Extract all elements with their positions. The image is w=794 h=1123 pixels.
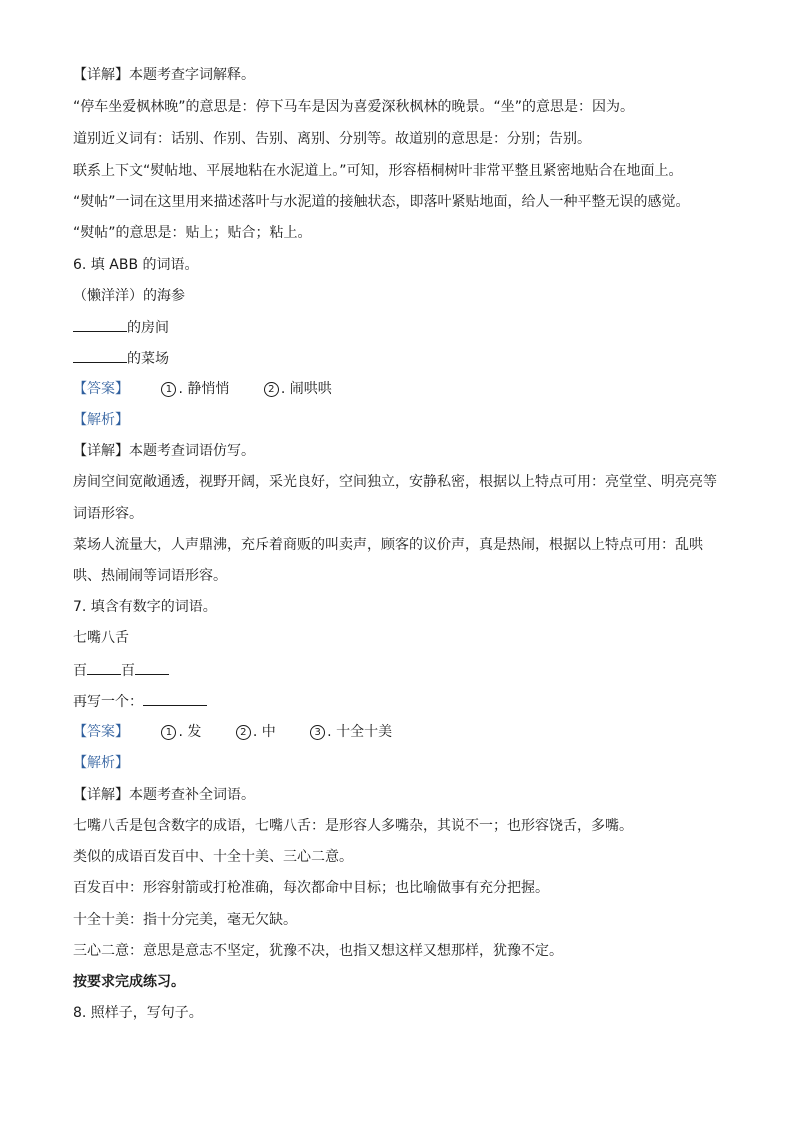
answer-option (161, 379, 229, 399)
q5-explain-line: 道别近义词有：话别、作别、告别、离别、分别等。故道别的意思是：分别；告别。 (73, 131, 591, 147)
q7-explain-line: 类似的成语百发百中、十全十美、三心二意。 (73, 849, 353, 865)
circled-number: 1 (161, 725, 176, 740)
q7-explain-line: 百发百中：形容射箭或打枪准确，每次都命中目标；也比喻做事有充分把握。 (73, 880, 549, 896)
circled-number: 1 (161, 382, 176, 397)
answer-blank[interactable] (73, 348, 127, 363)
q7-answer-line (73, 722, 392, 742)
q5-explain-line: “熨帖”的意思是：贴上；贴合；粘上。 (73, 225, 312, 241)
answer-option (161, 722, 201, 742)
detail-tag: 【详解】 (73, 67, 129, 83)
answer-text: . 中 (252, 724, 276, 740)
answer-option (236, 722, 276, 742)
answer-text: . 十全十美 (327, 724, 393, 740)
detail-tag: 【详解】 (73, 443, 129, 459)
q5-explain-line: “熨帖”一词在这里用来描述落叶与水泥道的接触状态，即落叶紧贴地面，给人一种平整无误的感觉。 (73, 194, 690, 210)
circled-number: 2 (236, 725, 251, 740)
q7-explain-line: 七嘴八舌是包含数字的成语，七嘴八舌：是形容人多嘴杂，其说不一；也形容饶舌，多嘴。 (73, 818, 633, 834)
q6-analysis-tag: 【解析】 (73, 412, 129, 428)
answer-text: . 闹哄哄 (280, 381, 332, 397)
q5-explain-line: “停车坐爱枫林晚”的意思是：停下马车是因为喜爱深秋枫林的晚景。“坐”的意思是：因为。 (73, 99, 635, 115)
answer-text: . 静悄悄 (178, 381, 230, 397)
q6-explain-line: 房间空间宽敞通透，视野开阔，采光良好，空间独立，安静私密，根据以上特点可用：亮堂堂、明亮亮等 (73, 474, 717, 490)
q7-example: 七嘴八舌 (73, 630, 129, 646)
q7-detail-line (73, 785, 255, 805)
answer-tag: 【答案】 (73, 381, 129, 397)
section-heading: 按要求完成练习。 (73, 974, 185, 990)
q7-pattern-line (73, 660, 169, 681)
q6-example: （懒洋洋）的海参 (73, 288, 185, 304)
answer-blank[interactable] (87, 660, 121, 675)
q5-detail-line (73, 65, 255, 85)
q7-explain-line: 十全十美：指十分完美，毫无欠缺。 (73, 912, 297, 928)
answer-option (264, 379, 332, 399)
q5-explain-line: 联系上下文“熨帖地、平展地粘在水泥道上。”可知，形容梧桐树叶非常平整且紧密地贴合在地面上。 (73, 163, 683, 179)
blank-suffix: 的菜场 (127, 351, 169, 367)
circled-number: 3 (310, 725, 325, 740)
q7-write-line (73, 691, 207, 712)
answer-text: . 发 (178, 724, 202, 740)
answer-option (310, 722, 392, 742)
q6-explain-line: 哄、热闹闹等词语形容。 (73, 568, 227, 584)
q8-title: 8. 照样子，写句子。 (73, 1005, 203, 1021)
write-label: 再写一个： (73, 694, 143, 710)
answer-blank[interactable] (143, 691, 207, 706)
blank-suffix: 的房间 (127, 320, 169, 336)
detail-text: 本题考查字词解释。 (129, 67, 255, 83)
q6-title: 6. 填 ABB 的词语。 (73, 257, 199, 273)
answer-blank[interactable] (73, 317, 127, 332)
q7-analysis-tag: 【解析】 (73, 755, 129, 771)
detail-tag: 【详解】 (73, 787, 129, 803)
q6-detail-line (73, 441, 255, 461)
pattern-char: 百 (73, 663, 87, 679)
q6-explain-line: 词语形容。 (73, 506, 143, 522)
answer-blank[interactable] (135, 660, 169, 675)
circled-number: 2 (264, 382, 279, 397)
q7-title: 7. 填含有数字的词语。 (73, 599, 217, 615)
pattern-char: 百 (121, 663, 135, 679)
detail-text: 本题考查词语仿写。 (129, 443, 255, 459)
q6-explain-line: 菜场人流量大，人声鼎沸，充斥着商贩的叫卖声，顾客的议价声，真是热闹，根据以上特点可用：乱哄 (73, 537, 703, 553)
q7-explain-line: 三心二意：意思是意志不坚定，犹豫不决，也指又想这样又想那样，犹豫不定。 (73, 943, 563, 959)
q6-answer-line (73, 379, 332, 399)
q6-blank1-line (73, 317, 169, 338)
answer-tag: 【答案】 (73, 724, 129, 740)
q6-blank2-line (73, 348, 169, 369)
detail-text: 本题考查补全词语。 (129, 787, 255, 803)
